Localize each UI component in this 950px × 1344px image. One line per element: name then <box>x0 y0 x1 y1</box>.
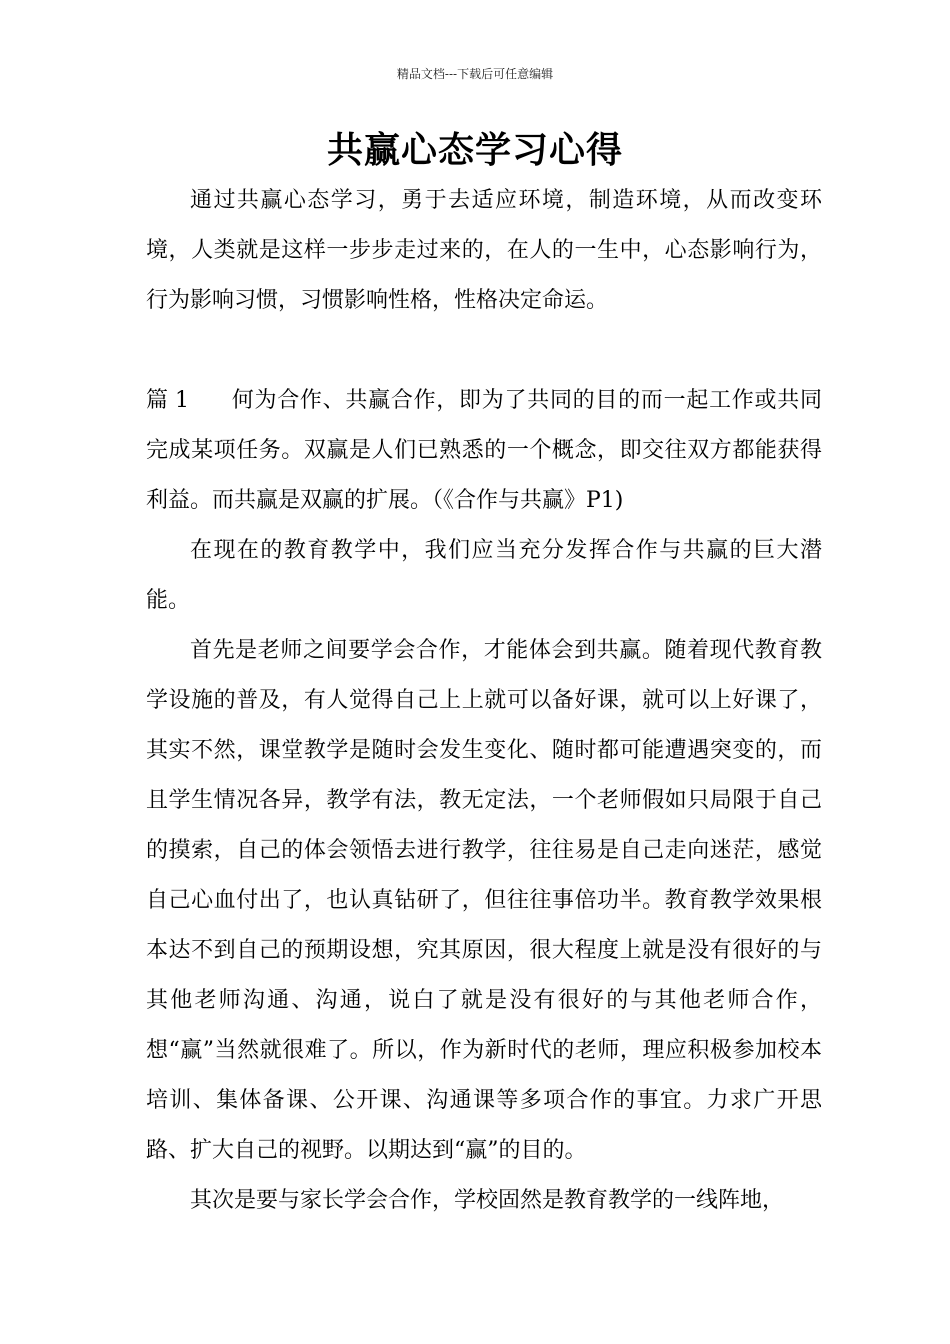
document-title: 共赢心态学习心得 <box>326 130 623 171</box>
paragraph-potential: 在现在的教育教学中，我们应当充分发挥合作与共赢的巨大潜能。 <box>146 538 822 613</box>
paragraph-teacher-cooperation: 首先是老师之间要学会合作，才能体会到共赢。随着现代教育教学设施的普及，有人觉得自己上上就可以备好课，就可以上好课了，其实不然，课堂教学是随时会发生变化、随时都可能遭遇突变的，而且学生情况各异，教学有法，教无定法，一个老师假如只局限于自己的摸索，自己的体会领悟去进行教学，往往易是自己走向迷茫，感觉自己心血付出了，也认真钻研了，但往往事倍功半。教育教学效果根本达不到自己的预期设想，究其原因，很大程度上就是没有很好的与其他老师沟通、沟通，说白了就是没有很好的与其他老师合作，想“赢”当然就很难了。所以，作为新时代的老师，理应积极参加校本培训、集体备课、公开课、沟通课等多项合作的事宜。力求广开思路、扩大自己的视野。以期达到“赢”的目的。 <box>146 638 822 1163</box>
paragraph-gap <box>146 326 822 376</box>
section-1-text: 何为合作、共赢合作，即为了共同的目的而一起工作或共同完成某项任务。双赢是人们已熟悉的一个概念，即交往双方都能获得利益。而共赢是双赢的扩展。（《合作与共赢》P1) <box>146 388 822 513</box>
section-label: 篇 1 <box>146 388 189 413</box>
document-body <box>146 176 822 1226</box>
page-header: 精品文档---下载后可任意编辑 <box>396 67 554 81</box>
intro-paragraph: 通过共赢心态学习，勇于去适应环境，制造环境，从而改变环境，人类就是这样一步步走过来的，在人的一生中，心态影响行为，行为影响习惯，习惯影响性格，性格决定命运。 <box>146 188 822 313</box>
section-1-paragraph <box>146 376 822 526</box>
paragraph-parent-cooperation: 其次是要与家长学会合作，学校固然是教育教学的一线阵地， <box>190 1188 785 1213</box>
